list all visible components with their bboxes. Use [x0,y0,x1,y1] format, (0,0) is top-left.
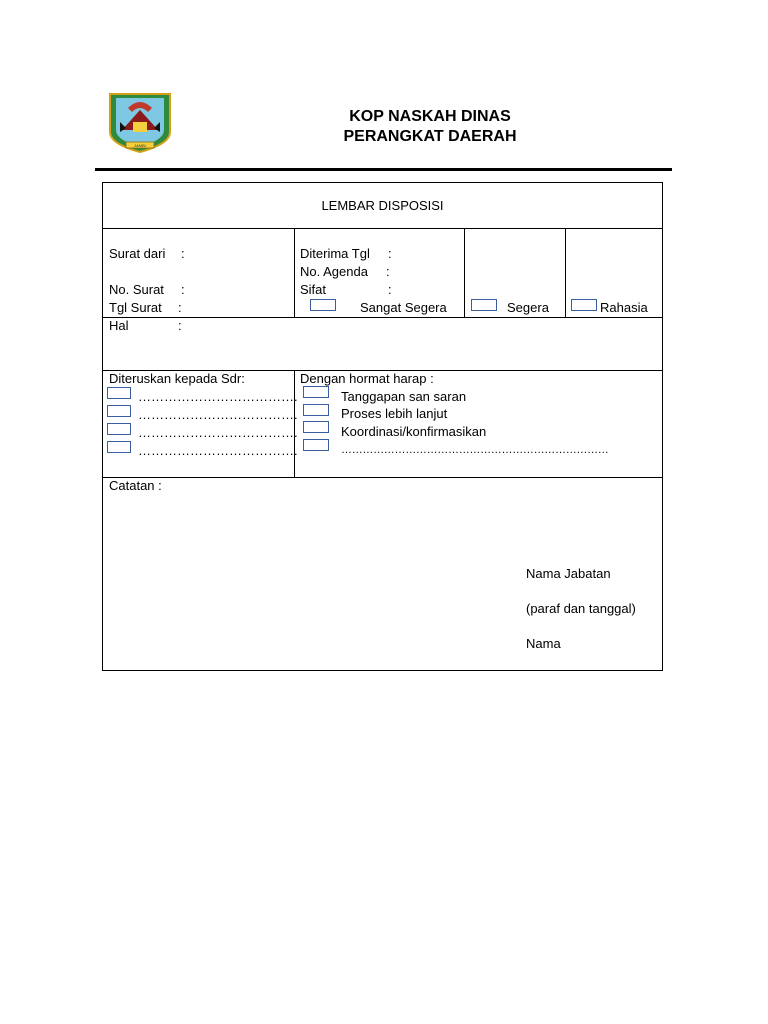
option-segera: Segera [507,300,549,315]
form-border-right [662,182,663,671]
action-tanggapan: Tanggapan san saran [341,389,467,404]
checkbox-recipient-3[interactable] [107,423,131,435]
label-no-agenda: No. Agenda [300,264,368,279]
option-sangat-segera: Sangat Segera [360,300,447,315]
checkbox-recipient-2[interactable] [107,405,131,417]
letterhead-divider [95,168,672,171]
label-hal: Hal [109,318,129,333]
checkbox-recipient-1[interactable] [107,387,131,399]
form-border-top [102,182,663,183]
label-dengan-hormat: Dengan hormat harap : [300,371,434,386]
letterhead-title-line1: KOP NASKAH DINAS [349,108,511,125]
recipient-dots-1: ………………………………. [138,389,298,404]
recipient-dots-3: ………………………………. [138,425,298,440]
checkbox-action-2[interactable] [303,404,329,416]
form-border-bottom [102,670,663,671]
checkbox-sangat-segera[interactable] [310,299,336,311]
label-sifat: Sifat [300,282,327,297]
form-divider-col2 [464,228,465,318]
checkbox-rahasia[interactable] [571,299,597,311]
colon: : [388,246,392,261]
form-rule-info [102,317,663,318]
checkbox-action-3[interactable] [303,421,329,433]
colon: : [386,264,390,279]
recipient-dots-2: ………………………………. [138,407,298,422]
action-koordinasi: Koordinasi/konfirmasikan [341,424,487,439]
label-no-surat: No. Surat [109,282,164,297]
label-tgl-surat: Tgl Surat [109,300,162,315]
form-border-left [102,182,103,671]
option-rahasia: Rahasia [600,300,648,315]
form-rule-title [102,228,663,229]
colon: : [178,318,182,333]
signature-nama: Nama [526,636,561,651]
checkbox-action-4[interactable] [303,439,329,451]
label-diteruskan: Diteruskan kepada Sdr: [109,371,245,386]
colon: : [181,282,185,297]
recipient-dots-4: ………………………………. [138,443,298,458]
colon: : [178,300,182,315]
coat-of-arms-icon [106,92,174,154]
colon: : [181,246,185,261]
action-proses: Proses lebih lanjut [341,406,448,421]
label-surat-dari: Surat dari [109,246,166,261]
signature-paraf: (paraf dan tanggal) [526,601,636,616]
form-divider-info [294,228,295,318]
letterhead-title-line2: PERANGKAT DAERAH [343,128,517,145]
logo-banner-text: JAMBI [134,143,146,148]
form-divider-col3 [565,228,566,318]
form-divider-actions [294,370,295,478]
form-title: LEMBAR DISPOSISI [321,198,444,213]
checkbox-action-1[interactable] [303,386,329,398]
signature-nama-jabatan: Nama Jabatan [526,566,611,581]
checkbox-recipient-4[interactable] [107,441,131,453]
action-dots: ………………………………………………………………… [341,444,609,456]
label-catatan: Catatan : [109,478,162,493]
checkbox-segera[interactable] [471,299,497,311]
label-diterima-tgl: Diterima Tgl [300,246,370,261]
form-rule-actions [102,477,663,478]
colon: : [388,282,392,297]
